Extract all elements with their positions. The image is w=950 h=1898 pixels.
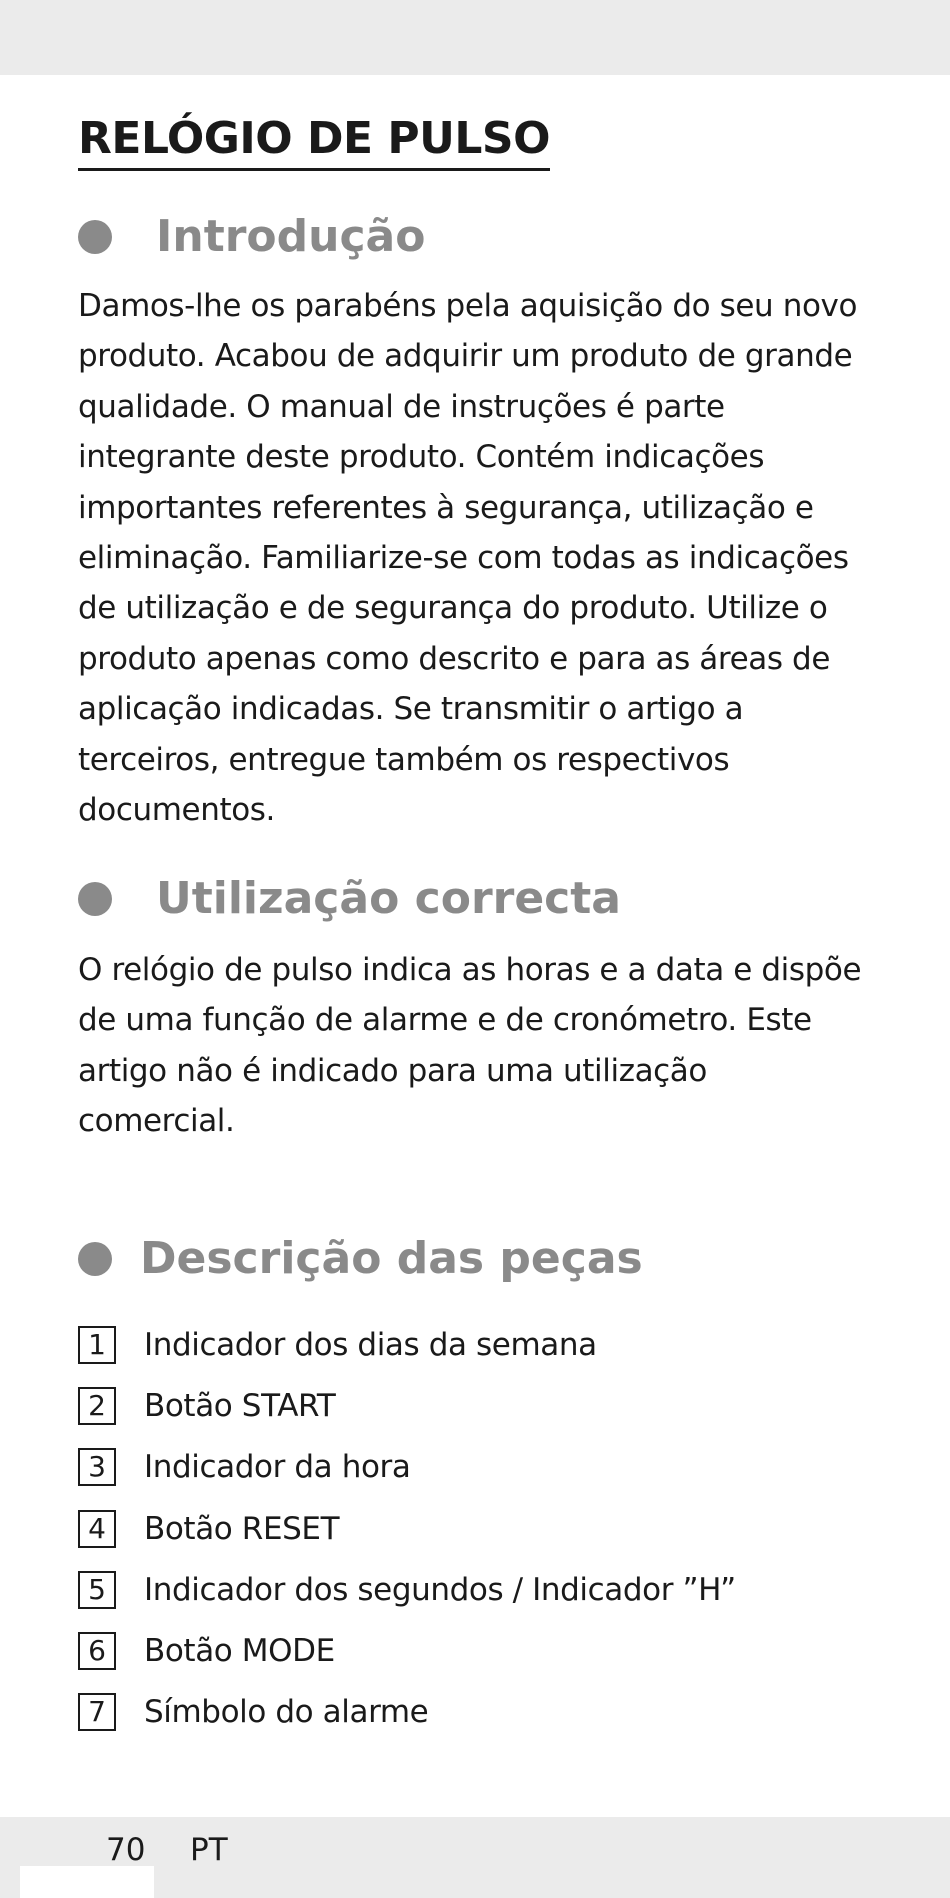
bullet-icon [78, 1242, 112, 1276]
part-label: Indicador dos dias da semana [144, 1326, 597, 1363]
part-item [78, 1375, 736, 1436]
part-number-box: 4 [78, 1510, 116, 1548]
top-margin-band [0, 0, 950, 75]
introduction-paragraph: Damos-lhe os parabéns pela aquisição do seu novo produto. Acabou de adquirir um produto de grande qualidade. O manual de instruções é parte integrante deste produto. Contém indicações importantes referentes à segurança, utilização e eliminação. Familiarize-se com todas as indicações de utilização e de segurança do produto. Utilize o produto apenas como descrito e para as áreas de aplicação indicadas. Se transmitir o artigo a terceiros, entregue também os respectivos documentos. [78, 288, 858, 829]
part-label: Símbolo do alarme [144, 1694, 429, 1731]
part-item [78, 1682, 736, 1743]
part-label: Botão MODE [144, 1633, 335, 1670]
section-heading-label: Descrição das peças [140, 1233, 643, 1284]
part-number-box: 3 [78, 1448, 116, 1486]
section-heading-label: Utilização correcta [156, 873, 621, 924]
section-heading-intended-use [78, 872, 621, 926]
part-item [78, 1559, 736, 1620]
page-title: RELÓGIO DE PULSO [78, 112, 550, 171]
part-number-box: 1 [78, 1326, 116, 1364]
part-item [78, 1498, 736, 1559]
part-item [78, 1437, 736, 1498]
bullet-icon [78, 882, 112, 916]
part-number-box: 6 [78, 1632, 116, 1670]
part-number-box: 5 [78, 1571, 116, 1609]
language-code: PT [190, 1832, 228, 1868]
part-number-box: 7 [78, 1693, 116, 1731]
part-label: Botão RESET [144, 1510, 340, 1547]
section-heading-introduction [78, 210, 425, 264]
section-heading-label: Introdução [156, 211, 426, 262]
bullet-icon [78, 220, 112, 254]
part-label: Indicador dos segundos / Indicador ”H” [144, 1571, 736, 1608]
parts-list [78, 1314, 736, 1743]
part-label: Indicador da hora [144, 1449, 411, 1486]
part-number-box: 2 [78, 1387, 116, 1425]
part-label: Botão START [144, 1387, 336, 1424]
thumb-index-tab [20, 1866, 154, 1898]
page-number: 70 [106, 1832, 146, 1868]
section-heading-parts-description [78, 1232, 643, 1286]
part-item [78, 1620, 736, 1681]
intended-use-paragraph: O relógio de pulso indica as horas e a data e dispõe de uma função de alarme e de cronómetro. Este artigo não é indicado para uma utilização comercial. [78, 952, 862, 1140]
part-item [78, 1314, 736, 1375]
